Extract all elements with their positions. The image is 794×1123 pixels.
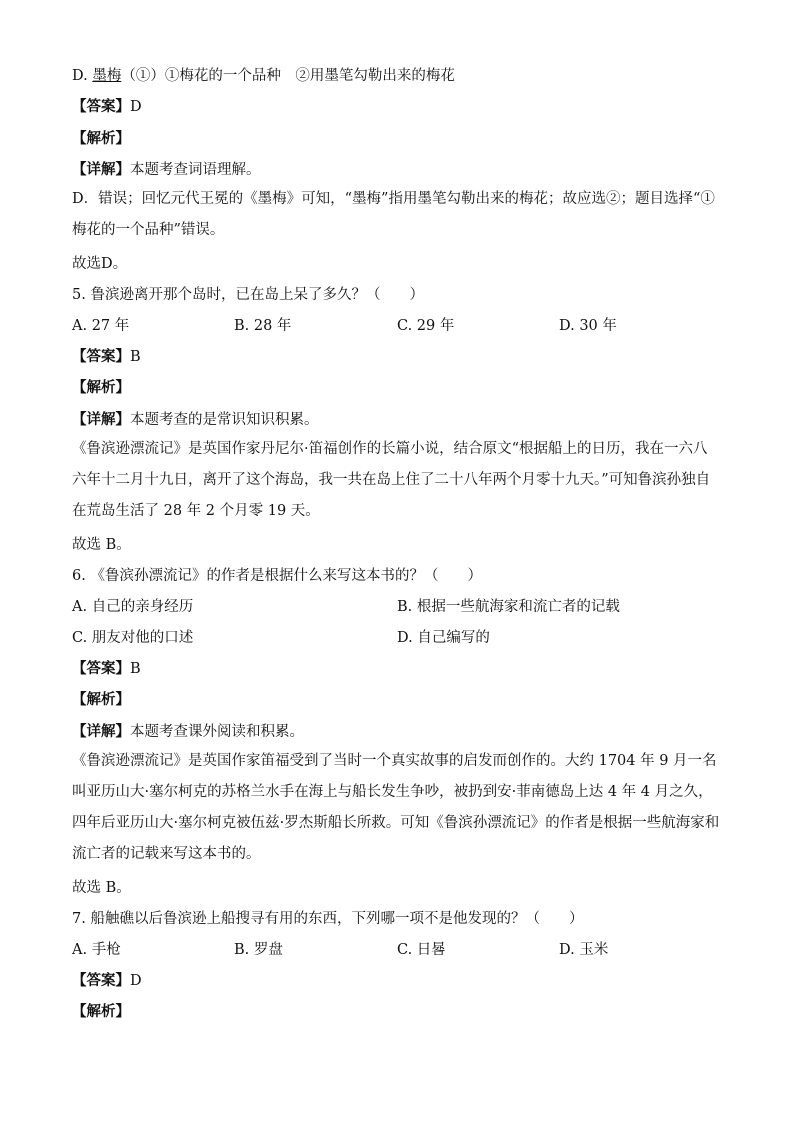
q6-conclusion: 故选 B。 [72, 880, 131, 896]
detail-text: 本题考查的是常识知识积累。 [130, 412, 319, 428]
q4-conclusion: 故选D。 [72, 256, 128, 272]
q6-option-b: B. 根据一些航海家和流亡者的记载 [397, 599, 620, 615]
q5-option-d: D. 30 年 [559, 318, 617, 334]
detail-label: 【详解】 [72, 723, 130, 740]
detail-text: 本题考查课外阅读和积累。 [130, 724, 304, 740]
q4-option-d-text: （①）①梅花的一个品种 ②用墨笔勾勒出来的梅花 [121, 68, 455, 84]
q5-analysis-label: 【解析】 [72, 379, 130, 396]
q6-answer [72, 658, 722, 680]
q4-explanation: D．错误；回忆元代王冕的《墨梅》可知，“墨梅”指用墨笔勾勒出来的梅花；故应选②；题目选择“①梅花的一个品种”错误。 [72, 191, 715, 238]
q6-stem: 6. 《鲁滨孙漂流记》的作者是根据什么来写这本书的？（ ） [72, 568, 482, 584]
q4-option-d [72, 65, 722, 87]
q5-option-a: A. 27 年 [72, 318, 130, 334]
q4-option-d-prefix: D. [72, 68, 93, 84]
q5-detail [72, 409, 722, 431]
detail-text: 本题考查词语理解。 [130, 162, 261, 178]
answer-value: D [130, 973, 142, 989]
answer-value: B [130, 661, 141, 677]
q6-explanation: 《鲁滨逊漂流记》是英国作家笛福受到了当时一个真实故事的启发而创作的。大约 1704 年 9 月一名叫亚历山大·塞尔柯克的苏格兰水手在海上与船长发生争吵，被扔到安·菲南德岛上达 4 年 4 月之久，四年后亚历山大·塞尔柯克被伍兹·罗杰斯船长所救。可知《鲁滨孙漂流记》的作者是根据一些航海家和流亡者的记载来写这本书的。 [72, 753, 720, 862]
q5-option-b: B. 28 年 [234, 318, 292, 334]
q5-conclusion: 故选 B。 [72, 537, 131, 553]
q6-option-c: C. 朋友对他的口述 [72, 630, 194, 646]
q6-analysis-label: 【解析】 [72, 691, 130, 708]
q7-answer [72, 970, 722, 992]
q6-option-d: D. 自己编写的 [397, 630, 490, 646]
q7-stem: 7. 船触礁以后鲁滨逊上船搜寻有用的东西，下列哪一项不是他发现的？（ ） [72, 911, 584, 927]
q6-detail [72, 721, 722, 743]
answer-label: 【答案】 [72, 972, 130, 989]
answer-label: 【答案】 [72, 348, 130, 365]
q5-option-c: C. 29 年 [397, 318, 455, 334]
q4-option-d-word: 墨梅 [92, 68, 122, 84]
q6-option-a: A. 自己的亲身经历 [72, 599, 194, 615]
q5-stem: 5. 鲁滨逊离开那个岛时，已在岛上呆了多久？（ ） [72, 287, 424, 303]
q4-detail [72, 159, 722, 181]
q7-option-d: D. 玉米 [559, 942, 609, 958]
q7-analysis-label: 【解析】 [72, 1003, 130, 1020]
q5-answer [72, 346, 722, 368]
q7-option-a: A. 手枪 [72, 942, 121, 958]
answer-label: 【答案】 [72, 98, 130, 115]
detail-label: 【详解】 [72, 161, 130, 178]
answer-value: B [130, 349, 141, 365]
q7-option-c: C. 日晷 [397, 942, 446, 958]
detail-label: 【详解】 [72, 411, 130, 428]
q4-analysis-label: 【解析】 [72, 130, 130, 147]
answer-label: 【答案】 [72, 660, 130, 677]
q7-option-b: B. 罗盘 [234, 942, 283, 958]
answer-value: D [130, 99, 142, 115]
q4-answer [72, 96, 722, 118]
q5-explanation: 《鲁滨逊漂流记》是英国作家丹尼尔·笛福创作的长篇小说，结合原文“根据船上的日历，我在一六八六年十二月十九日，离开了这个海岛，我一共在岛上住了二十八年两个月零十九天。”可知鲁滨孙独自在荒岛生活了 28 年 2 个月零 19 天。 [72, 441, 711, 519]
